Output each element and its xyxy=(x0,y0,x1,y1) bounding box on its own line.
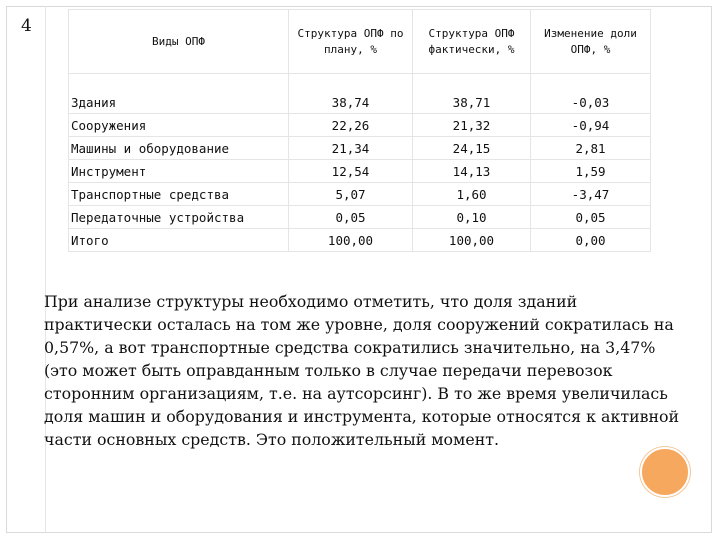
opf-structure-table xyxy=(68,9,651,252)
table-row xyxy=(69,114,651,137)
row-fact-value: 24,15 xyxy=(413,137,531,160)
table-header-row xyxy=(69,10,651,74)
row-plan-value: 5,07 xyxy=(289,183,413,206)
row-fact-value: 38,71 xyxy=(413,74,531,114)
row-plan-value: 12,54 xyxy=(289,160,413,183)
row-change-value: 0,05 xyxy=(531,206,651,229)
row-fact-value: 0,10 xyxy=(413,206,531,229)
header-actual-structure: Структура ОПФ фактически, % xyxy=(413,10,531,74)
analysis-paragraph: При анализе структуры необходимо отметить, что доля зданий практически осталась на том же уровне, доля сооружений сократилась на 0,57%, а вот транспортные средства сократились значительно, на 3,47% (это может быть оправданным только в случае передачи перевозок сторонним организациям, т.е. на аутсорсинг). В то же время увеличилась доля машин и оборудования и инструмента, которые относятся к активной части основных средств. Это положительный момент. xyxy=(44,292,680,449)
row-fact-value: 21,32 xyxy=(413,114,531,137)
slide-number: 4 xyxy=(21,16,32,36)
row-name: Передаточные устройства xyxy=(69,206,289,229)
row-name: Инструмент xyxy=(69,160,289,183)
table-row xyxy=(69,137,651,160)
row-change-value: -3,47 xyxy=(531,183,651,206)
row-name: Машины и оборудование xyxy=(69,137,289,160)
row-name: Транспортные средства xyxy=(69,183,289,206)
row-plan-value: 21,34 xyxy=(289,137,413,160)
row-plan-value: 22,26 xyxy=(289,114,413,137)
row-plan-value: 100,00 xyxy=(289,229,413,252)
header-share-change: Изменение доли ОПФ, % xyxy=(531,10,651,74)
row-name: Итого xyxy=(69,229,289,252)
row-change-value: 2,81 xyxy=(531,137,651,160)
row-change-value: -0,03 xyxy=(531,74,651,114)
table-row xyxy=(69,160,651,183)
table-row xyxy=(69,74,651,114)
slide-left-rule xyxy=(45,6,46,533)
header-plan-structure: Структура ОПФ по плану, % xyxy=(289,10,413,74)
decorative-orange-circle xyxy=(640,447,690,497)
table-row xyxy=(69,183,651,206)
row-fact-value: 1,60 xyxy=(413,183,531,206)
row-fact-value: 100,00 xyxy=(413,229,531,252)
row-change-value: -0,94 xyxy=(531,114,651,137)
row-plan-value: 38,74 xyxy=(289,74,413,114)
row-change-value: 1,59 xyxy=(531,160,651,183)
table-total-row xyxy=(69,229,651,252)
header-asset-type: Виды ОПФ xyxy=(69,10,289,74)
row-name: Сооружения xyxy=(69,114,289,137)
row-change-value: 0,00 xyxy=(531,229,651,252)
row-name: Здания xyxy=(69,74,289,114)
row-plan-value: 0,05 xyxy=(289,206,413,229)
row-fact-value: 14,13 xyxy=(413,160,531,183)
table-row xyxy=(69,206,651,229)
